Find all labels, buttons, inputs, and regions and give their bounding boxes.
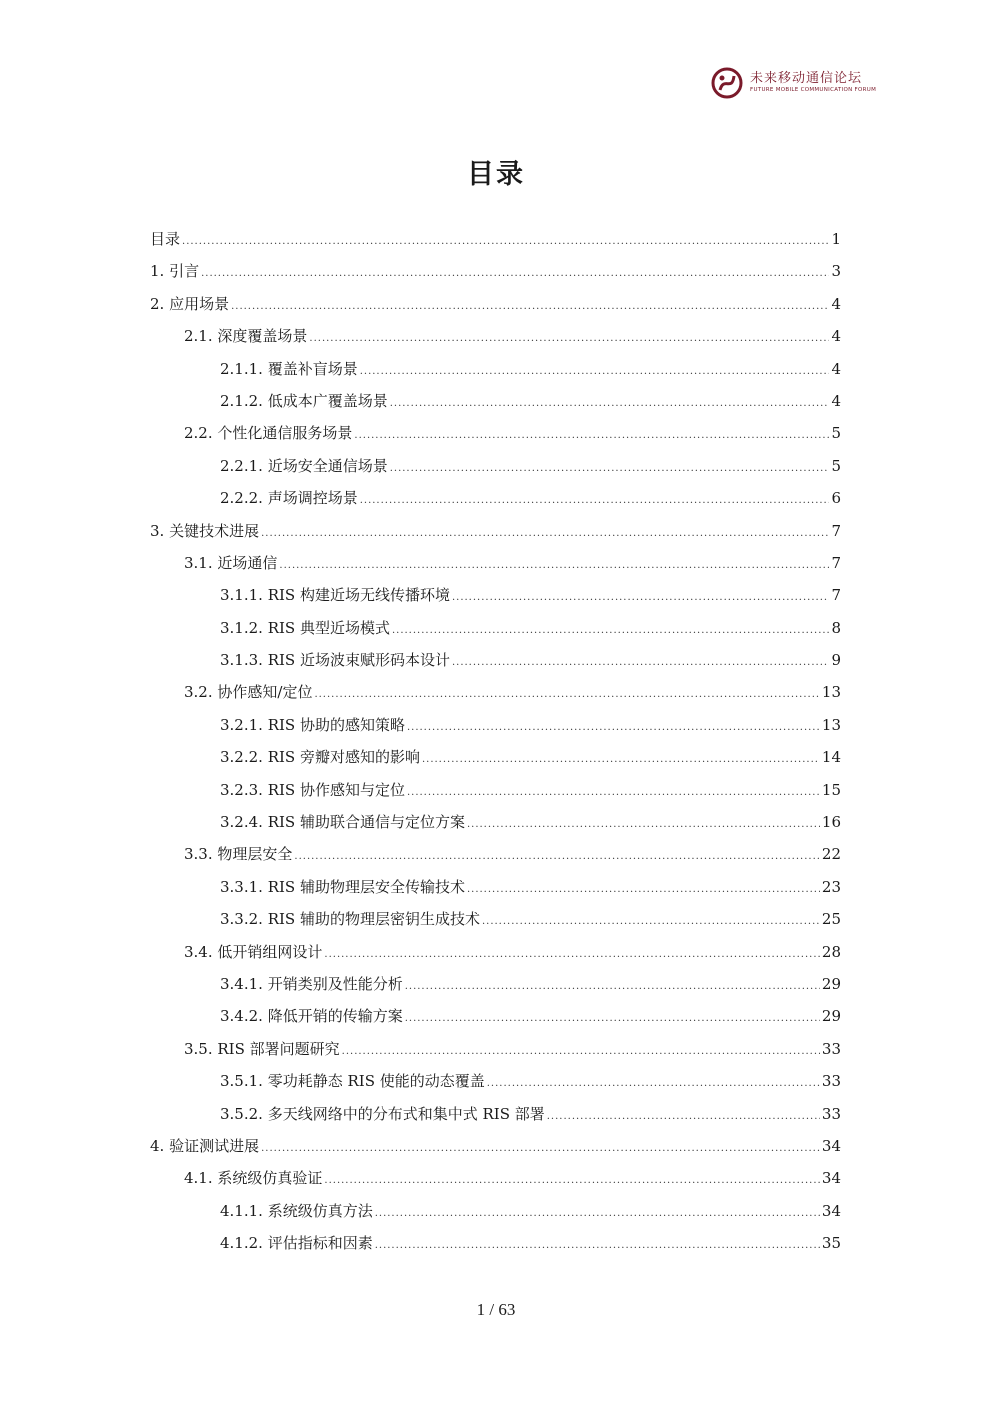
toc-entry-title: 4. 验证测试进展 [150, 1136, 260, 1155]
toc-entry-title: 2.1. 深度覆盖场景 [184, 327, 308, 346]
toc-entry[interactable] [150, 584, 841, 616]
toc-entry-title: 3.1.2. RIS 典型近场模式 [220, 618, 390, 637]
toc-dot-leader [405, 981, 820, 992]
toc-dot-leader [309, 333, 829, 344]
toc-entry-title: 3.5.2. 多天线网络中的分布式和集中式 RIS 部署 [220, 1104, 545, 1123]
toc-entry-page: 34 [821, 1136, 841, 1155]
toc-entry-page: 29 [821, 1007, 841, 1026]
toc-entry-title: 目录 [150, 230, 181, 248]
toc-entry-page: 13 [821, 683, 841, 702]
toc-entry[interactable] [150, 422, 841, 454]
toc-entry-title: 3. 关键技术进展 [150, 521, 260, 540]
toc-entry[interactable] [150, 325, 841, 357]
toc-entry-title: 3.2.1. RIS 协助的感知策略 [220, 715, 405, 734]
toc-entry-title: 1. 引言 [150, 262, 200, 281]
toc-entry-title: 3.2. 协作感知/定位 [184, 683, 313, 702]
toc-entry-page: 15 [821, 780, 841, 799]
toc-dot-leader [452, 657, 829, 668]
toc-entry[interactable] [150, 973, 841, 1005]
toc-entry-page: 16 [821, 813, 841, 832]
toc-entry-title: 3.3.2. RIS 辅助的物理层密钥生成技术 [220, 910, 480, 929]
toc-entry[interactable] [150, 649, 841, 681]
page-number: 1 / 63 [476, 1300, 516, 1319]
table-of-contents [150, 228, 841, 1265]
toc-dot-leader [547, 1111, 820, 1122]
logo-chinese-name: 未来移动通信论坛 [750, 71, 863, 87]
toc-entry-title: 3.1.3. RIS 近场波束赋形码本设计 [220, 651, 450, 670]
toc-entry-title: 3.5.1. 零功耗静态 RIS 使能的动态覆盖 [220, 1072, 485, 1091]
toc-entry-page: 4 [831, 327, 841, 346]
toc-dot-leader [375, 1240, 820, 1251]
page-title: 目录 [467, 159, 525, 190]
toc-entry[interactable] [150, 1135, 841, 1167]
toc-entry-page: 7 [831, 553, 841, 572]
toc-entry[interactable] [150, 843, 841, 875]
toc-entry[interactable] [150, 714, 841, 746]
toc-dot-leader [390, 463, 830, 474]
toc-entry[interactable] [150, 908, 841, 940]
toc-dot-leader [360, 495, 830, 506]
toc-dot-leader [354, 430, 829, 441]
logo-english-name: FUTURE MOBILE COMMUNICATION FORUM [750, 87, 877, 94]
toc-entry-page: 4 [831, 391, 841, 410]
toc-entry-title: 3.1.1. RIS 构建近场无线传播环境 [220, 586, 450, 605]
toc-entry[interactable] [150, 617, 841, 649]
toc-entry[interactable] [150, 876, 841, 908]
toc-dot-leader [342, 1046, 820, 1057]
toc-dot-leader [261, 528, 829, 539]
toc-entry[interactable] [150, 552, 841, 584]
toc-entry[interactable] [150, 1232, 841, 1264]
toc-entry-page: 14 [821, 748, 841, 767]
toc-entry-title: 2.2.2. 声场调控场景 [220, 489, 358, 508]
toc-entry[interactable] [150, 455, 841, 487]
toc-dot-leader [405, 1013, 820, 1024]
toc-dot-leader [261, 1143, 820, 1154]
toc-entry-page: 5 [831, 456, 841, 475]
toc-dot-leader [324, 1175, 820, 1186]
toc-dot-leader [201, 268, 829, 279]
toc-entry-page: 25 [821, 910, 841, 929]
toc-entry-title: 2.1.2. 低成本广覆盖场景 [220, 391, 388, 410]
toc-entry[interactable] [150, 746, 841, 778]
toc-dot-leader [375, 1208, 820, 1219]
toc-dot-leader [294, 851, 820, 862]
toc-entry-title: 2.1.1. 覆盖补盲场景 [220, 359, 358, 378]
toc-entry-title: 4.1. 系统级仿真验证 [184, 1169, 323, 1188]
toc-entry-page: 9 [831, 651, 841, 670]
toc-dot-leader [452, 592, 829, 603]
toc-dot-leader [182, 236, 829, 247]
toc-dot-leader [487, 1078, 820, 1089]
toc-entry-title: 3.1. 近场通信 [184, 553, 278, 572]
toc-entry-page: 29 [821, 974, 841, 993]
toc-dot-leader [482, 916, 820, 927]
toc-entry[interactable] [150, 1200, 841, 1232]
toc-entry-page: 13 [821, 715, 841, 734]
forum-logo [710, 66, 876, 100]
toc-entry-title: 3.3.1. RIS 辅助物理层安全传输技术 [220, 877, 465, 896]
toc-entry[interactable] [150, 358, 841, 390]
toc-dot-leader [422, 754, 820, 765]
toc-entry-title: 3.3. 物理层安全 [184, 845, 293, 864]
toc-entry-title: 3.4.1. 开销类别及性能分析 [220, 974, 403, 993]
toc-dot-leader [467, 819, 820, 830]
toc-entry-title: 3.5. RIS 部署问题研究 [184, 1039, 340, 1058]
toc-entry-title: 3.4. 低开销组网设计 [184, 942, 323, 961]
toc-dot-leader [407, 787, 820, 798]
toc-entry[interactable] [150, 228, 841, 260]
toc-dot-leader [467, 884, 820, 895]
toc-entry[interactable] [150, 390, 841, 422]
toc-entry-page: 7 [831, 521, 841, 540]
toc-entry[interactable] [150, 260, 841, 292]
toc-entry-page: 34 [821, 1201, 841, 1220]
toc-entry-page: 8 [831, 618, 841, 637]
toc-entry[interactable] [150, 941, 841, 973]
toc-entry-page: 7 [831, 586, 841, 605]
toc-entry-page: 28 [821, 942, 841, 961]
toc-entry-page: 6 [831, 489, 841, 508]
toc-entry-title: 2. 应用场景 [150, 294, 230, 313]
toc-dot-leader [407, 722, 820, 733]
toc-entry[interactable] [150, 1038, 841, 1070]
toc-dot-leader [231, 301, 829, 312]
toc-entry-title: 2.2.1. 近场安全通信场景 [220, 456, 388, 475]
toc-entry-page: 34 [821, 1169, 841, 1188]
toc-entry-page: 33 [821, 1104, 841, 1123]
toc-entry[interactable] [150, 1005, 841, 1037]
toc-entry-page: 3 [831, 262, 841, 281]
toc-entry-title: 3.2.3. RIS 协作感知与定位 [220, 780, 405, 799]
toc-entry[interactable] [150, 1070, 841, 1102]
toc-dot-leader [314, 689, 819, 700]
toc-entry-page: 33 [821, 1072, 841, 1091]
toc-entry[interactable] [150, 520, 841, 552]
toc-dot-leader [324, 949, 820, 960]
toc-entry[interactable] [150, 487, 841, 519]
toc-entry-page: 4 [831, 294, 841, 313]
toc-entry[interactable] [150, 779, 841, 811]
toc-entry-page: 1 [831, 230, 841, 248]
toc-entry-page: 23 [821, 877, 841, 896]
toc-dot-leader [392, 625, 829, 636]
forum-emblem-icon [710, 66, 744, 100]
toc-dot-leader [279, 560, 829, 571]
toc-entry-title: 3.4.2. 降低开销的传输方案 [220, 1007, 403, 1026]
toc-entry[interactable] [150, 681, 841, 713]
toc-entry[interactable] [150, 811, 841, 843]
toc-entry-title: 3.2.4. RIS 辅助联合通信与定位方案 [220, 813, 465, 832]
toc-dot-leader [390, 398, 830, 409]
toc-dot-leader [360, 366, 830, 377]
toc-entry-page: 22 [821, 845, 841, 864]
toc-entry-page: 5 [831, 424, 841, 443]
toc-entry-page: 35 [821, 1234, 841, 1253]
toc-entry-title: 3.2.2. RIS 旁瓣对感知的影响 [220, 748, 420, 767]
toc-entry-page: 4 [831, 359, 841, 378]
toc-entry[interactable] [150, 293, 841, 325]
toc-entry[interactable] [150, 1167, 841, 1199]
toc-entry[interactable] [150, 1103, 841, 1135]
toc-entry-title: 4.1.2. 评估指标和因素 [220, 1234, 373, 1253]
toc-entry-title: 4.1.1. 系统级仿真方法 [220, 1201, 373, 1220]
toc-entry-title: 2.2. 个性化通信服务场景 [184, 424, 353, 443]
toc-entry-page: 33 [821, 1039, 841, 1058]
